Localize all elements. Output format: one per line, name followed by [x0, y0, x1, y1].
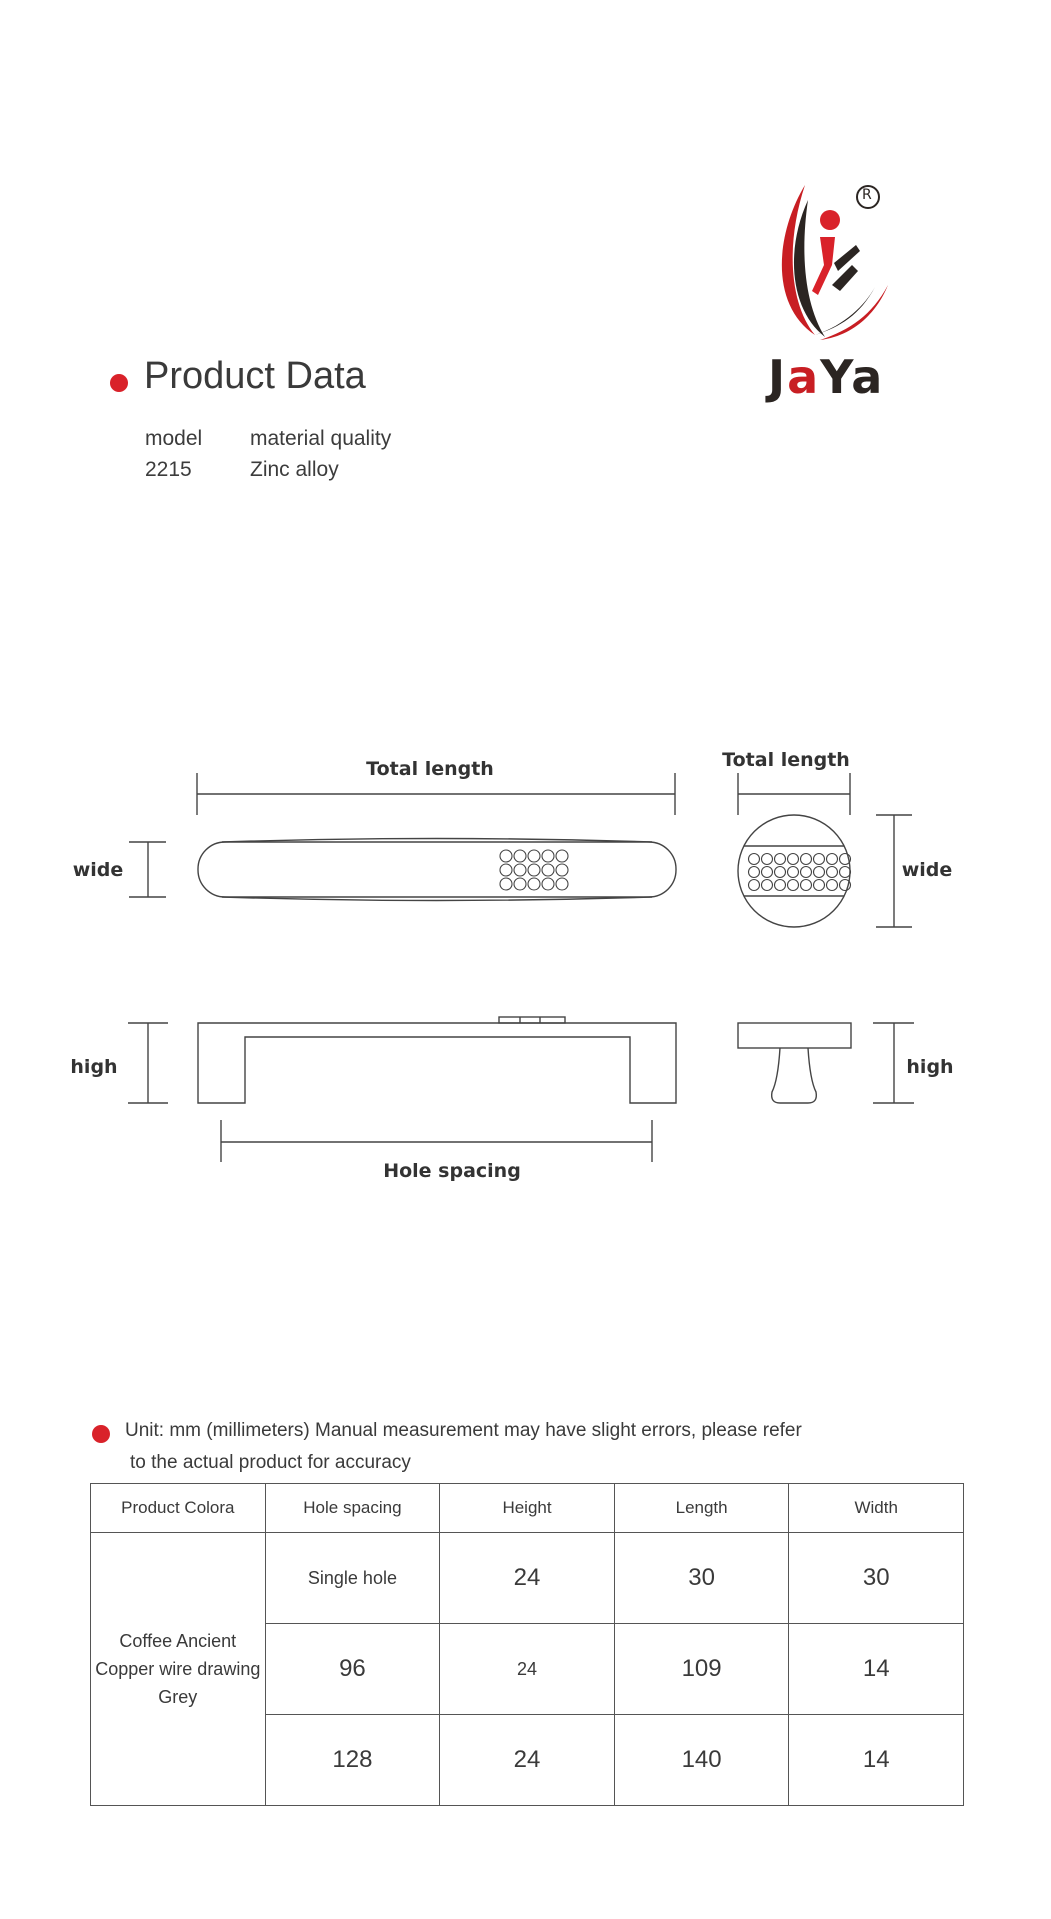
rhinestone-dot: [840, 867, 851, 878]
model-value: 2215: [145, 458, 192, 481]
rhinestone-dot: [775, 880, 786, 891]
rhinestone-dot: [801, 854, 812, 865]
rhinestone-dot: [788, 880, 799, 891]
table-header-row: [91, 1484, 964, 1533]
model-label: model: [145, 427, 203, 450]
hole-spacing-label: Hole spacing: [383, 1160, 521, 1182]
rhinestone-dot: [749, 867, 760, 878]
cell-width: 30: [789, 1533, 964, 1624]
rhinestone-dot: [827, 854, 838, 865]
rhinestone-dot: [556, 864, 568, 876]
rhinestone-dot: [514, 878, 526, 890]
side-high-label: high: [906, 1056, 954, 1078]
color-line: Coffee Ancient: [119, 1631, 237, 1651]
material-label: material quality: [250, 427, 392, 450]
rhinestone-dot: [788, 867, 799, 878]
side-wide-label: wide: [901, 859, 953, 881]
cell-length: 30: [614, 1533, 789, 1624]
rhinestone-dot: [500, 850, 512, 862]
rhinestone-dot: [775, 854, 786, 865]
front-rhinestones: [500, 850, 568, 890]
knob-rhinestones: [749, 854, 851, 891]
header-length: Length: [614, 1484, 789, 1533]
rhinestone-dot: [827, 880, 838, 891]
cell-hole-spacing: 128: [265, 1715, 440, 1806]
rhinestone-dot: [514, 850, 526, 862]
header-product-color: Product Colora: [91, 1484, 266, 1533]
section-title: Product Data: [144, 355, 366, 397]
rhinestone-dot: [814, 854, 825, 865]
unit-note-line-2: to the actual product for accuracy: [130, 1452, 411, 1473]
rhinestone-dot: [556, 850, 568, 862]
rhinestone-dot: [542, 864, 554, 876]
table-row: [91, 1533, 964, 1624]
logo-letter-y: Y: [820, 350, 852, 404]
rhinestone-dot: [528, 864, 540, 876]
material-value: Zinc alloy: [250, 458, 339, 481]
rhinestone-dot: [514, 864, 526, 876]
cell-hole-spacing: 96: [265, 1624, 440, 1715]
logo-letter-a-red: a: [787, 350, 821, 404]
header-height: Height: [440, 1484, 615, 1533]
dimensions-table: [90, 1483, 964, 1806]
rhinestone-dot: [749, 854, 760, 865]
header-width: Width: [789, 1484, 964, 1533]
rhinestone-dot: [762, 880, 773, 891]
rhinestone-dot: [500, 864, 512, 876]
rhinestone-dot: [814, 880, 825, 891]
rhinestone-dot: [775, 867, 786, 878]
rhinestone-dot: [801, 880, 812, 891]
front-high-label: high: [70, 1056, 118, 1078]
rhinestone-dot: [814, 867, 825, 878]
logo-wordmark: [768, 350, 884, 404]
rhinestone-dot: [762, 867, 773, 878]
rhinestone-dot: [827, 867, 838, 878]
jaya-logo: [760, 175, 910, 405]
registered-mark: R: [862, 187, 872, 203]
color-line: Grey: [158, 1687, 198, 1707]
title-bullet: [110, 374, 128, 392]
rhinestone-dot: [500, 878, 512, 890]
side-total-length-label: Total length: [722, 749, 850, 771]
logo-letter-a: a: [851, 350, 885, 404]
rhinestone-dot: [542, 850, 554, 862]
cell-height: 24: [440, 1533, 615, 1624]
product-color-cell: [91, 1533, 266, 1806]
unit-note-line-1: Unit: mm (millimeters) Manual measurement may have slight errors, please refer: [125, 1420, 802, 1441]
rhinestone-dot: [788, 854, 799, 865]
cell-width: 14: [789, 1624, 964, 1715]
rhinestone-dot: [801, 867, 812, 878]
header-hole-spacing: Hole spacing: [265, 1484, 440, 1533]
front-total-length-label: Total length: [366, 758, 494, 780]
rhinestone-dot: [528, 850, 540, 862]
logo-letter-j: J: [768, 350, 788, 404]
rhinestone-dot: [528, 878, 540, 890]
note-bullet: [92, 1425, 110, 1443]
unit-note: [125, 1415, 825, 1479]
cell-length: 140: [614, 1715, 789, 1806]
rhinestone-dot: [556, 878, 568, 890]
dimension-drawing: [0, 730, 1051, 1200]
cell-hole-spacing: Single hole: [265, 1533, 440, 1624]
rhinestone-dot: [749, 880, 760, 891]
rhinestone-dot: [762, 854, 773, 865]
rhinestone-dot: [542, 878, 554, 890]
color-line: Copper wire drawing: [95, 1659, 261, 1679]
cell-height: 24: [440, 1715, 615, 1806]
front-wide-label: wide: [72, 859, 124, 881]
cell-height: 24: [440, 1624, 615, 1715]
cell-width: 14: [789, 1715, 964, 1806]
cell-length: 109: [614, 1624, 789, 1715]
